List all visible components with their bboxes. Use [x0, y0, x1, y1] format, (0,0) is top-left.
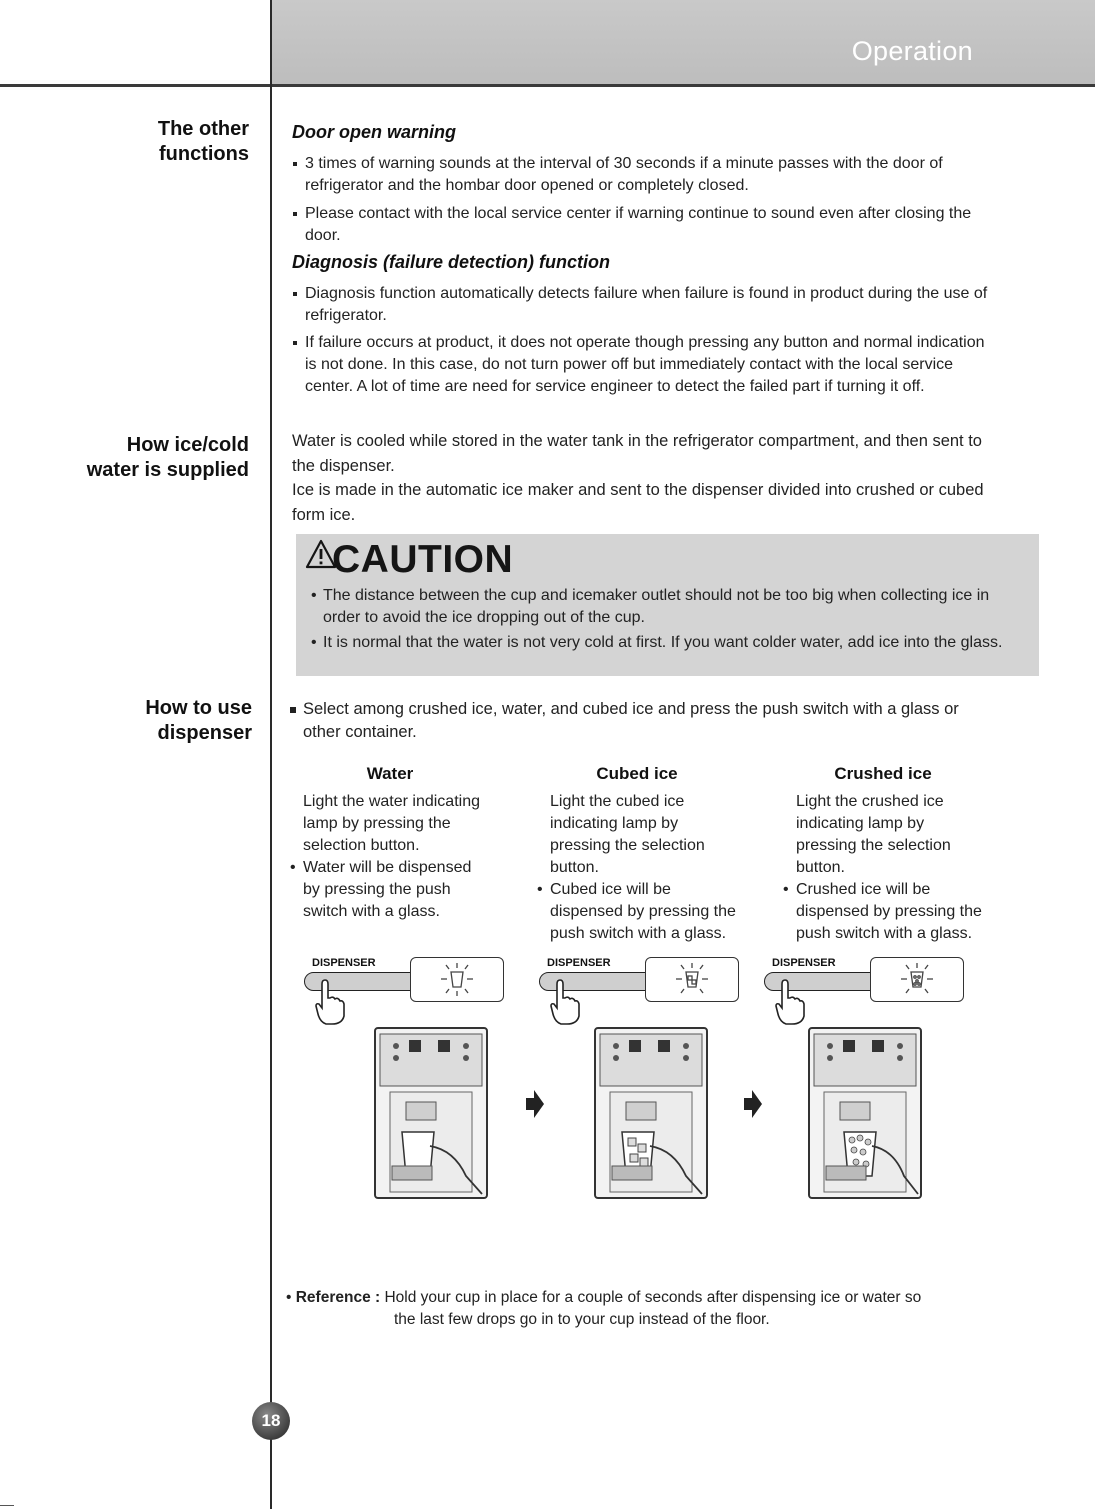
section-label-dispenser	[145, 696, 252, 746]
mode-description: Light the crushed ice indicating lamp by pressing the selection button.	[796, 793, 951, 876]
caution-item: • The distance between the cup and icemaker outlet should not be too big when collecting ice in order to avoid the ice dropping out of the cup.	[311, 585, 1026, 629]
mode-note: • Cubed ice will be dispensed by pressing the push switch with a glass.	[537, 879, 737, 945]
mode-note: • Crushed ice will be dispensed by pressing the push switch with a glass.	[783, 879, 983, 945]
door-warning-heading: Door open warning	[292, 122, 456, 142]
mode-column-crushed-ice	[783, 764, 983, 945]
mode-description: Light the cubed ice indicating lamp by pressing the selection button.	[550, 793, 705, 876]
reference-text: Hold your cup in place for a couple of seconds after dispensing ice or water so	[384, 1289, 922, 1306]
crushed-ice-indicator	[870, 957, 964, 1002]
section-label-line: functions	[159, 143, 249, 165]
caution-item: • It is normal that the water is not very cold at first. If you want colder water, add ice into the glass.	[311, 632, 1026, 654]
mode-title: Crushed ice	[834, 764, 932, 783]
dispenser-button-label: DISPENSER	[312, 957, 376, 969]
mode-title: Cubed ice	[596, 764, 678, 783]
caution-box	[296, 534, 1039, 676]
section-label-line: How to use	[145, 697, 252, 719]
reference-text: the last few drops go in to your cup instead of the floor.	[394, 1311, 770, 1328]
ice-water-paragraph: Water is cooled while stored in the water tank in the refrigerator compartment, and then sent to the dispenser.	[292, 432, 982, 475]
cubed-ice-icon	[646, 958, 738, 1001]
reference-line: • Reference : Hold your cup in place for a couple of seconds after dispensing ice or water so	[286, 1289, 922, 1306]
bottom-rule	[0, 1505, 14, 1506]
section-label-other-functions	[158, 117, 249, 167]
page-title: Operation	[851, 36, 973, 66]
page-number: 18	[252, 1402, 290, 1440]
hand-pointer-icon	[312, 978, 352, 1028]
door-warning-bullet: 3 times of warning sounds at the interval of 30 seconds if a minute passes with the door of refrigerator and the hombar door opened or completely closed.	[292, 153, 992, 197]
section-label-line: How ice/cold	[126, 434, 249, 456]
section-label-line: The other	[157, 118, 249, 140]
diagnosis-bullet: If failure occurs at product, it does not operate though pressing any button and normal indication is not done. In this case, do not turn power off but immediately contact with the local service center. A lot of time are need for service engineer to detect the failed part if turning it off.	[292, 332, 992, 398]
header-bar	[271, 0, 1095, 84]
arrow-right-icon	[742, 1088, 764, 1120]
cubed-ice-indicator	[645, 957, 739, 1002]
mode-title: Water	[366, 764, 414, 783]
water-cup-icon	[411, 958, 503, 1001]
door-warning-bullet: Please contact with the local service center if warning continue to sound even after closing the door.	[292, 203, 992, 247]
header-rule	[0, 84, 1095, 87]
dispenser-water-illustration	[372, 1026, 492, 1211]
mode-description: Light the water indicating lamp by pressing the selection button.	[303, 793, 480, 854]
ice-water-paragraph: Ice is made in the automatic ice maker and sent to the dispenser divided into crushed or cubed form ice.	[292, 481, 984, 524]
dispenser-cubed-illustration	[592, 1026, 712, 1211]
vertical-divider	[270, 0, 272, 1509]
dispenser-crushed-illustration	[806, 1026, 926, 1211]
water-indicator	[410, 957, 504, 1002]
section-label-line: dispenser	[157, 722, 252, 744]
section-label-ice-water	[87, 433, 249, 483]
section-label-line: water is supplied	[86, 459, 249, 481]
hand-pointer-icon	[772, 978, 812, 1028]
mode-column-cubed-ice	[537, 764, 737, 945]
dispenser-button-label: DISPENSER	[772, 957, 836, 969]
hand-pointer-icon	[547, 978, 587, 1028]
reference-note	[286, 1287, 1006, 1331]
mode-column-water	[290, 764, 490, 923]
caution-title: CAUTION	[332, 538, 514, 581]
arrow-right-icon	[524, 1088, 546, 1120]
dispenser-button-label: DISPENSER	[547, 957, 611, 969]
diagnosis-heading: Diagnosis (failure detection) function	[292, 252, 611, 272]
reference-label: Reference :	[295, 1289, 381, 1306]
crushed-ice-icon	[871, 958, 963, 1001]
dispenser-intro: Select among crushed ice, water, and cubed ice and press the push switch with a glass or other container.	[288, 698, 993, 744]
mode-note: • Water will be dispensed by pressing the push switch with a glass.	[290, 857, 490, 923]
diagnosis-bullet: Diagnosis function automatically detects failure when failure is found in product during the use of refrigerator.	[292, 283, 992, 327]
